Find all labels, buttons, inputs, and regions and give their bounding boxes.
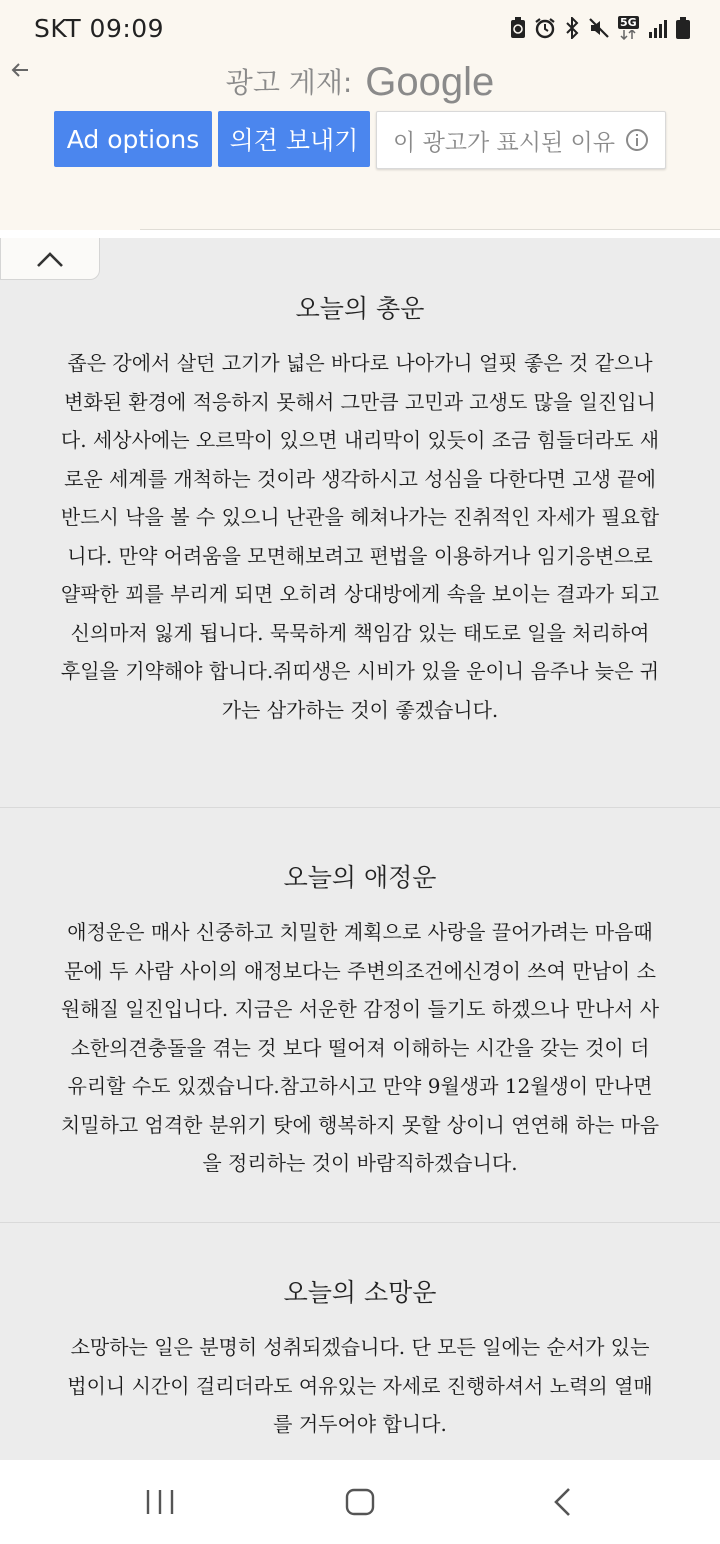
bluetooth-icon [564, 17, 580, 39]
status-carrier-time: SKT 09:09 [34, 14, 165, 43]
section-body: 좁은 강에서 살던 고기가 넓은 바다로 나아가니 얼핏 좋은 것 같으나 변화된 환경에 적응하지 못해서 그만큼 고민과 고생도 많을 일진입니다. 세상사에는 오르막이 있으면 내리막이 있듯이 조금 힘들더라도 새로운 세계를 개척하는 것이라 생각하시고 성심을 다한다면 고생 끝에 반드시 낙을 볼 수 있으니 난관을 헤쳐나가는 진취적인 자세가 필요합니다. 만약 어려움을 모면해보려고 편법을 이용하거나 임기응변으로 얄팍한 꾀를 부리게 되면 오히려 상대방에게 속을 보이는 결과가 되고 신의마저 잃게 됩니다. 묵묵하게 책임감 있는 태도로 일을 처리하여 후일을 기약해야 합니다.쥐띠생은 시비가 있을 운이니 음주나 늦은 귀가는 삼가하는 것이 좋겠습니다. [60, 351, 660, 722]
ad-panel [0, 52, 720, 230]
section-body: 소망하는 일은 분명히 성취되겠습니다. 단 모든 일에는 순서가 있는 법이니 시간이 걸리더라도 여유있는 자세로 진행하셔서 노력의 열매를 거두어야 합니다. [67, 1335, 653, 1436]
section-title: 오늘의 애정운 [283, 863, 437, 892]
ad-buttons [54, 111, 666, 169]
ads-by-google [0, 60, 720, 105]
navigation-bar [0, 1460, 720, 1544]
back-icon[interactable] [550, 1486, 576, 1518]
battery-icon [676, 17, 690, 39]
ad-options-button[interactable]: Ad options [54, 111, 212, 167]
status-icons [510, 16, 690, 40]
section-title: 오늘의 총운 [295, 294, 425, 323]
status-bar [0, 0, 720, 52]
google-logo: Google [365, 60, 495, 104]
ads-by-prefix: 광고 게재: [225, 66, 353, 99]
section-title: 오늘의 소망운 [283, 1278, 437, 1307]
home-icon[interactable] [344, 1486, 376, 1518]
fortune-section-total [0, 238, 720, 808]
signal-icon [648, 18, 668, 38]
why-this-ad-button[interactable] [376, 111, 666, 169]
fortune-section-wish [0, 1223, 720, 1460]
section-body: 애정운은 매사 신중하고 치밀한 계획으로 사랑을 끌어가려는 마음때문에 두 사람 사이의 애정보다는 주변의조건에신경이 쓰여 만남이 소원해질 일진입니다. 지금은 서운한 감정이 들기도 하겠으나 만나서 사소한의견충돌을 겪는 것 보다 떨어져 이해하는 시간을 갖는 것이 더 유리할 수도 있겠습니다.참고하시고 만약 9월생과 12월생이 만나면 치밀하고 엄격한 분위기 탓에 행복하지 못할 상이니 연연해 하는 마음을 정리하는 것이 바람직하겠습니다. [60, 920, 660, 1175]
recent-apps-icon[interactable] [144, 1486, 176, 1518]
fortune-section-love [0, 808, 720, 1223]
alarm-icon [534, 17, 556, 39]
mute-icon [588, 17, 610, 39]
fortune-content [0, 238, 720, 1460]
ad-panel-divider [140, 229, 720, 230]
why-this-ad-label: 이 광고가 표시된 이유 [393, 129, 615, 156]
send-feedback-button[interactable]: 의견 보내기 [218, 111, 370, 167]
info-icon [625, 128, 649, 152]
network-5g-icon [618, 16, 640, 40]
network-type-label: 5G [620, 16, 637, 29]
battery-saver-icon [510, 17, 526, 39]
